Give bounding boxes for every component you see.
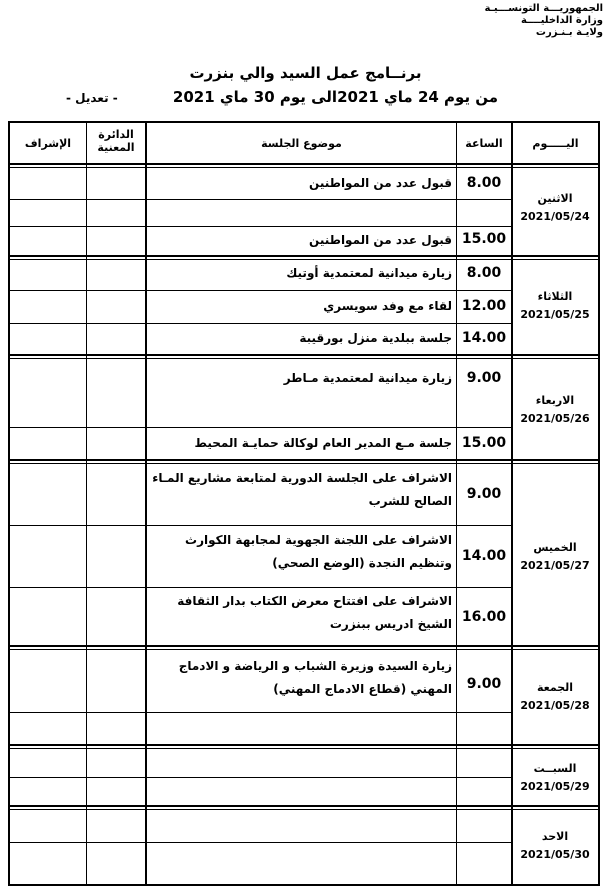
day-monday: الاثنين 2021/05/24 (520, 192, 590, 223)
entry-subject: الاشراف على الجلسة الدورية لمتابعة مشاريع المـاء الصالح للشرب (152, 471, 452, 508)
header-subject: موضوع الجلسة (261, 137, 342, 150)
entry-subject: الاشراف على اللجنة الجهوية لمجابهة الكوارث وتنظيم النجدة (الوضع الصحي) (185, 533, 452, 570)
entry-subject: قبول عدد من المواطنين (309, 233, 452, 247)
entry-time: 15.00 (461, 435, 507, 451)
day-tuesday: الثلاثاء 2021/05/25 (520, 290, 590, 321)
entry-time: 12.00 (461, 298, 507, 314)
entry-time: 8.00 (466, 175, 502, 191)
day-wednesday: الاربعاء 2021/05/26 (520, 394, 590, 425)
entry-time: 16.00 (461, 609, 507, 625)
amendment-note: - تعديل - (66, 91, 118, 105)
header-time: الساعة (465, 137, 503, 150)
entry-time: 15.00 (461, 231, 507, 247)
header-ministry: وزارة الداخليــــة (520, 15, 603, 26)
page-subtitle: من يوم 24 ماي 2021الى يوم 30 ماي 2021 (172, 88, 499, 106)
header-governorate: ولايـة بـنـزرت (535, 27, 603, 38)
entry-time: 9.00 (466, 370, 502, 386)
entry-time: 9.00 (466, 486, 502, 502)
header-supervision: الإشراف (24, 137, 72, 150)
entry-subject: جلسة مـع المدير العام لوكالة حمايـة المحيط (194, 436, 452, 450)
day-saturday: السبــت 2021/05/29 (520, 762, 590, 793)
day-friday: الجمعة 2021/05/28 (520, 681, 590, 712)
entry-time: 14.00 (461, 548, 507, 564)
header-institution (453, 3, 603, 39)
header-republic: الجمهوريـــة التونســـيـة (484, 3, 603, 14)
entry-time: 8.00 (466, 265, 502, 281)
entry-subject: زيارة السيدة وزيرة الشباب و الرياضة و الادماج المهني (قطاع الادماج المهني) (178, 659, 452, 696)
entry-subject: الاشراف على افتتاح معرض الكتاب بدار الثقافة الشيخ ادريس ببنزرت (177, 594, 452, 631)
header-day: اليـــــوم (532, 137, 579, 150)
day-thursday: الخميس 2021/05/27 (520, 541, 590, 572)
entry-subject: جلسة ببلدية منزل بورقيبة (299, 331, 452, 345)
page-title: برنــامج عمل السيد والي بنزرت (189, 64, 422, 82)
entry-subject: قبول عدد من المواطنين (309, 176, 452, 190)
day-sunday: الاحد 2021/05/30 (520, 830, 590, 861)
entry-time: 14.00 (461, 330, 507, 346)
entry-subject: زيارة ميدانية لمعتمدية أوتيك (286, 266, 452, 280)
header-department: الدائرة المعنية (97, 128, 135, 154)
entry-subject: زيارة ميدانية لمعتمدية مـاطر (283, 371, 452, 385)
entry-time: 9.00 (466, 676, 502, 692)
entry-subject: لقاء مع وفد سويسري (323, 299, 452, 313)
